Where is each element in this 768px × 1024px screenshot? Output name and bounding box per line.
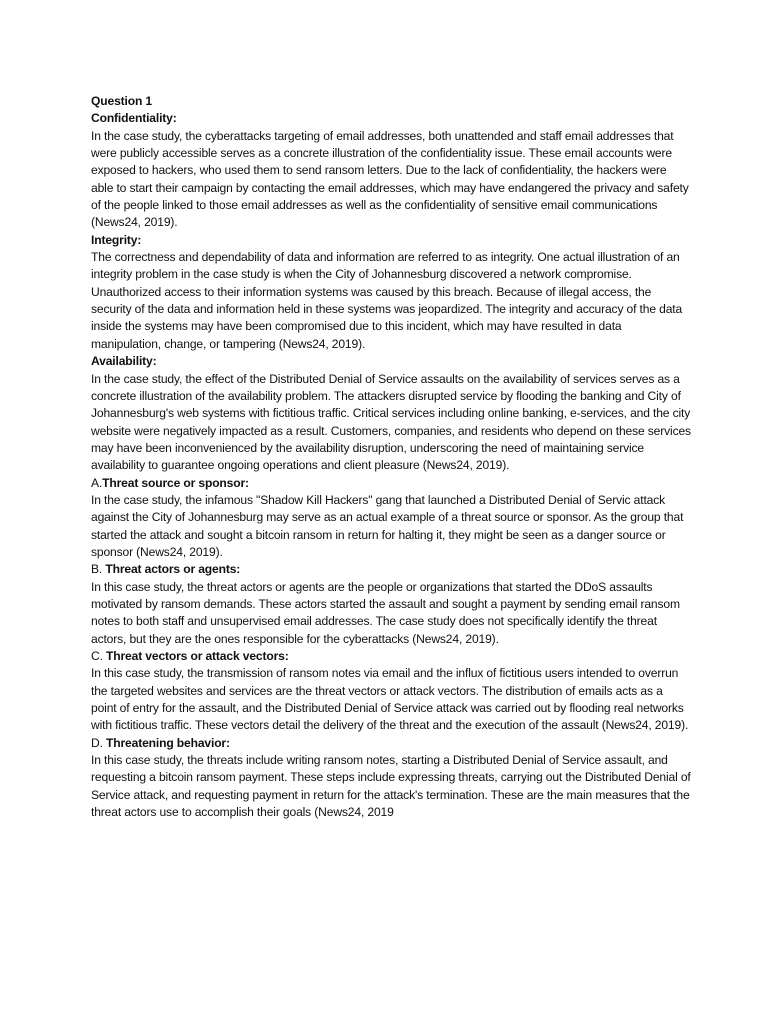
section-prefix: B. xyxy=(91,562,106,577)
section-body-confidentiality: In the case study, the cyberattacks targeting of email addresses, both unattended and staff email addresses that were publicly accessible serves as a concrete illustration of the confidentiality issue. These email accounts were exposed to hackers, who used them to send ransom letters. Due to the lack of confidentiality, the hackers were able to start their campaign by contacting the email addresses, which may have endangered the privacy and safety of the people linked to those email addresses as well as the confidentiality of sensitive email communications (News24, 2019). xyxy=(91,128,689,230)
document-page xyxy=(91,93,691,821)
section-heading-threat-vectors xyxy=(91,648,691,665)
section-prefix: A. xyxy=(91,475,103,490)
section-body-threat-vectors: In this case study, the transmission of ransom notes via email and the influx of fictitious users intended to overrun the targeted websites and services are the threat vectors or attack vectors. The distribution of emails acts as a point of entry for the assault, and the Distributed Denial of Service attack was carried out by flooding real networks with fictitious traffic. These vectors detail the delivery of the threat and the execution of the assault (News24, 2019). xyxy=(91,666,689,733)
section-body-availability: In the case study, the effect of the Distributed Denial of Service assaults on the availability of services serves as a concrete illustration of the availability problem. The attackers disrupted service by flooding the banking and City of Johannesburg's web systems with fictitious traffic. Critical services including online banking, e-services, and the city website were negatively impacted as a result. Customers, companies, and residents who depend on these services may have been inconvenienced by the availability disruption, underscoring the need of maintaining service availability to guarantee ongoing operations and client pleasure (News24, 2019). xyxy=(91,371,691,473)
section-heading-confidentiality: Confidentiality: xyxy=(91,111,177,126)
section-body-threatening-behavior: In this case study, the threats include writing ransom notes, starting a Distributed Denial of Service assault, and requesting a bitcoin ransom payment. These steps include expressing threats, carrying out the Distributed Denial of Service attack, and requesting payment in return for the attack's termination. These are the main measures that the threat actors use to accomplish their goals (News24, 2019 xyxy=(91,753,691,820)
section-heading-threatening-behavior xyxy=(91,735,691,752)
section-heading-text: Threatening behavior: xyxy=(106,735,230,750)
section-heading-text: Threat vectors or attack vectors: xyxy=(106,649,289,663)
section-body-integrity: The correctness and dependability of data and information are referred to as integrity. One actual illustration of an integrity problem in the case study is when the City of Johannesburg discovered a network compromise. Unauthorized access to their information systems was caused by this breach. Because of illegal access, the security of the data and information held in these systems was jeopardized. The integrity and accuracy of the data inside the systems may have been compromised due to this incident, which may have resulted in data manipulation, change, or tampering (News24, 2019). xyxy=(91,250,683,351)
section-heading-integrity: Integrity: xyxy=(91,232,142,247)
section-heading-availability: Availability: xyxy=(91,354,157,369)
section-heading-text: Threat source or sponsor: xyxy=(102,475,249,490)
section-body-threat-actors: In this case study, the threat actors or agents are the people or organizations that started the DDoS assaults motivated by ransom demands. These actors started the assault and sought a payment by sending email ransom notes to both staff and unsupervised email addresses. The case study does not specifically identify the threat actors, but they are the ones responsible for the cyberattacks (News24, 2019). xyxy=(91,579,680,646)
section-prefix: C. xyxy=(91,649,107,663)
question-title: Question 1 xyxy=(91,94,152,108)
section-heading-threat-source xyxy=(91,475,691,492)
section-heading-threat-actors xyxy=(91,561,691,578)
section-heading-text: Threat actors or agents: xyxy=(105,562,241,577)
section-body-threat-source: In the case study, the infamous "Shadow Kill Hackers" gang that launched a Distributed Denial of Servic attack against the City of Johannesburg may serve as an actual example of a threat source or sponsor. As the group that started the attack and sought a bitcoin ransom in return for halting it, they might be seen as a danger source or sponsor (News24, 2019). xyxy=(91,492,684,559)
section-prefix: D. xyxy=(91,735,107,750)
